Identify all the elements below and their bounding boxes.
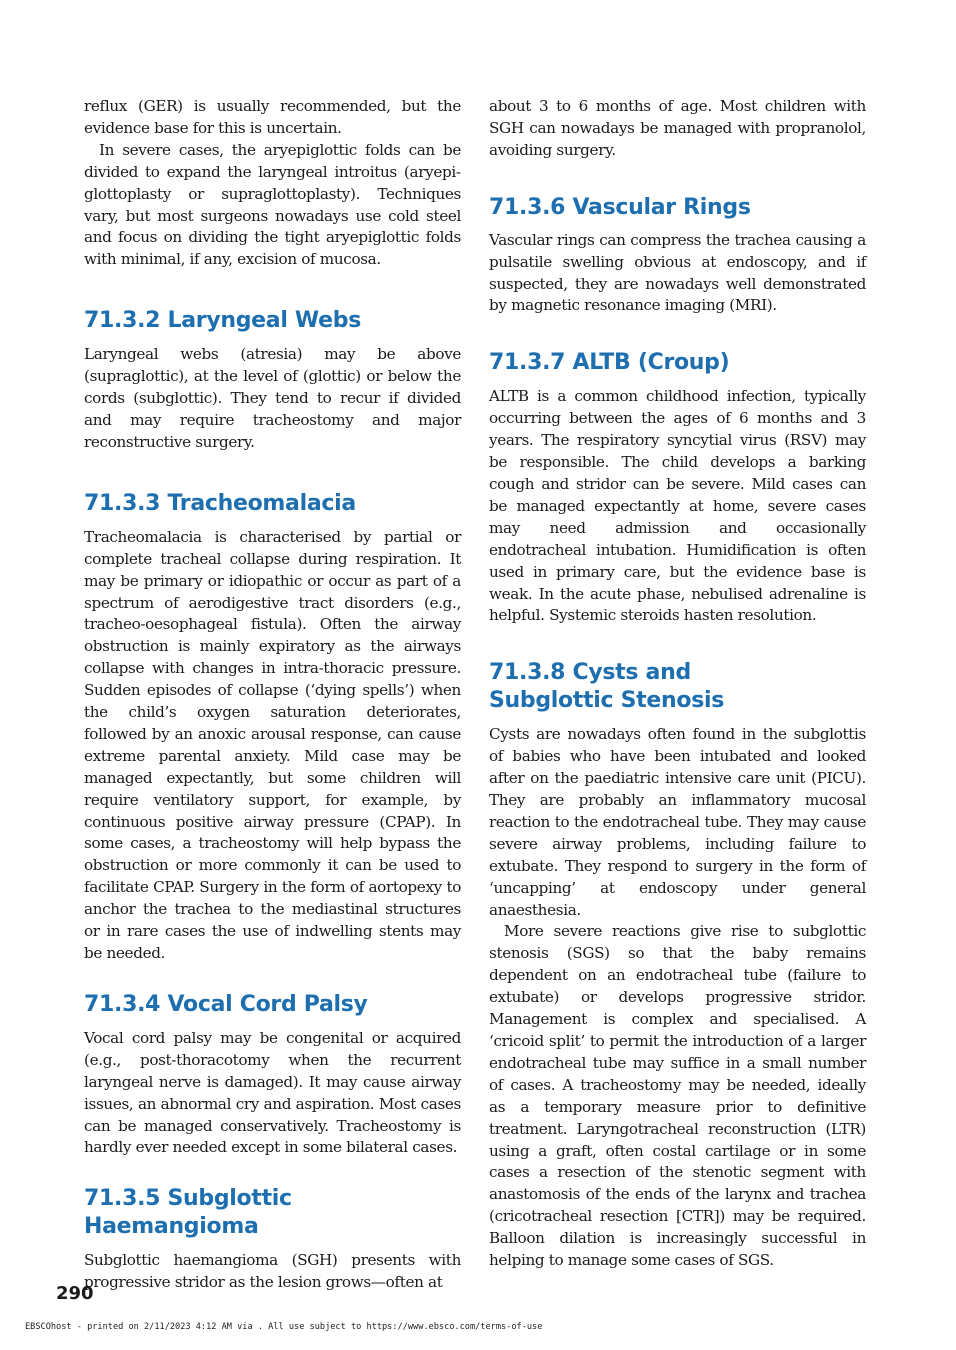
- paragraph: Cysts are nowadays often found in the subglottis of babies who have been intubated and looked after on the paediatric intensive care unit (PICU). They are probably an inflammatory mucosal reaction to the endotracheal tube. They may cause severe airway problems, including failure to extubate. They respond to surgery in the form of ‘uncapping’ at endoscopy under general anaesthesia.: [489, 725, 866, 919]
- paragraph: More severe reactions give rise to subglottic stenosis (SGS) so that the baby remains dependent on an endotracheal tube (failure to extubate) or develops progressive stridor. Management is complex and specialised. A ‘cricoid split’ to permit the introduction of a larger endotracheal tube may suffice in a small number of cases. A tracheostomy may be needed, ideally as a temporary measure prior to definitive treatment. Laryngotracheal reconstruction (LTR) using a graft, often costal cartilage or in some cases a resection of the stenotic segment with anastomosis of the ends of the larynx and trachea (cricotracheal resection [CTR]) may be required. Balloon dilation is increasingly successful in helping to manage some cases of SGS.: [489, 922, 866, 1270]
- right-column: [489, 96, 866, 1272]
- paragraph: Vascular rings can compress the trachea causing a pulsatile swelling obvious at endoscopy, and if suspected, they are nowadays well demonstrated by magnetic resonance imaging (MRI).: [489, 230, 866, 315]
- section-heading-laryngeal-webs: 71.3.2 Laryngeal Webs: [84, 308, 361, 334]
- section-heading-vocal-cord-palsy: 71.3.4 Vocal Cord Palsy: [84, 991, 368, 1017]
- paragraph: Laryngeal webs (atresia) may be above (supraglottic), at the level of (glottic) or below the cords (subglottic). They tend to recur if divided and may require tracheostomy and major reconstructive surgery.: [84, 345, 461, 451]
- section-heading-tracheomalacia: 71.3.3 Tracheomalacia: [84, 490, 356, 516]
- section-heading-vascular-rings: 71.3.6 Vascular Rings: [489, 194, 751, 220]
- left-column: [84, 96, 461, 1294]
- paragraph: In severe cases, the aryepiglottic folds can be divided to expand the laryngeal introitus (aryepiglottoplasty or supraglottoplasty). Techniques vary, but most surgeons nowadays use cold steel and focus on dividing the tight aryepiglottic folds with minimal, if any, excision of mucosa.: [84, 140, 461, 269]
- page-number: 290: [56, 1283, 94, 1304]
- paragraph: about 3 to 6 months of age. Most children with SGH can nowadays be managed with propranolol, avoiding surgery.: [489, 97, 866, 159]
- paragraph: reflux (GER) is usually recommended, but the evidence base for this is uncertain.: [84, 97, 461, 137]
- section-heading-subglottic-haemangioma: 71.3.5 Subglottic Haemangioma: [84, 1186, 292, 1240]
- paragraph: Tracheomalacia is characterised by partial or complete tracheal collapse during respiration. It may be primary or idiopathic or occur as part of a spectrum of aerodigestive tract disorders (e.g., tracheo-oesophageal fistula). Often the airway obstruction is mainly expiratory as the airways collapse with changes in intra-thoracic pressure. Sudden episodes of collapse (‘dying spells’) when the child’s oxygen saturation deteriorates, followed by an anoxic arousal response, can cause extreme parental anxiety. Mild case may be managed expectantly, but some children will require ventilatory support, for example, by continuous positive airway pressure (CPAP). In some cases, a tracheostomy will help bypass the obstruction or more commonly it can be used to facilitate CPAP. Surgery in the form of aortopexy to anchor the trachea to the mediastinal structures or in rare cases the use of indwelling stents may be needed.: [84, 527, 461, 962]
- section-heading-altb-croup: 71.3.7 ALTB (Croup): [489, 350, 730, 376]
- paragraph: Vocal cord palsy may be congenital or acquired (e.g., post-thoracotomy when the recurrent laryngeal nerve is damaged). It may cause airway issues, an abnormal cry and aspiration. Most cases can be managed conservatively. Tracheostomy is hardly ever needed except in some bilateral cases.: [84, 1028, 461, 1157]
- paragraph: ALTB is a common childhood infection, typically occurring between the ages of 6 months and 3 years. The respiratory syncytial virus (RSV) may be responsible. The child develops a barking cough and stridor can be severe. Mild cases can be managed expectantly at home, severe cases may need admission and occasionally endotracheal intubation. Humidification is often used in primary care, but the evidence base is weak. In the acute phase, nebulised adrenaline is helpful. Systemic steroids hasten resolution.: [489, 387, 866, 625]
- section-heading-cysts-subglottic-stenosis: 71.3.8 Cysts and Subglottic Stenosis: [489, 660, 725, 714]
- footer-notice: EBSCOhost - printed on 2/11/2023 4:12 AM via . All use subject to https://www.ebsco.com/terms-of-use: [25, 1322, 543, 1332]
- paragraph: Subglottic haemangioma (SGH) presents with progressive stridor as the lesion grows—often at: [84, 1251, 461, 1292]
